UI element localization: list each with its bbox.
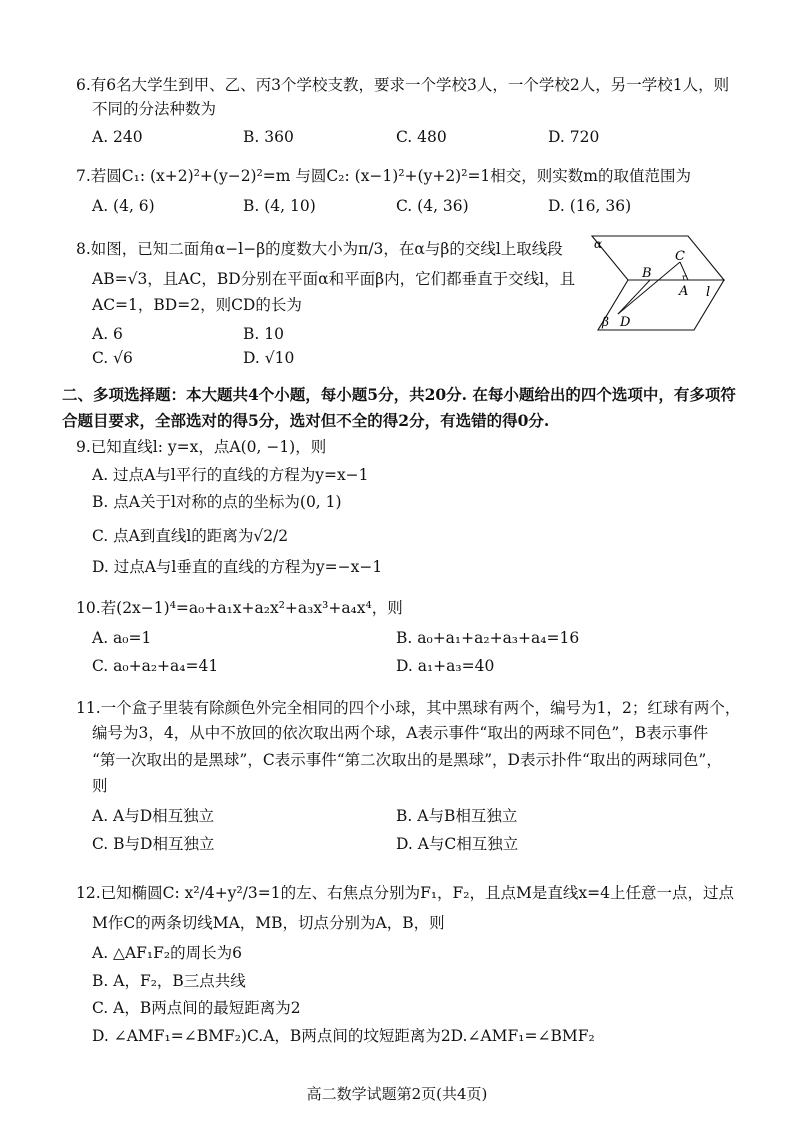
q6-option-c: C. 480: [396, 128, 447, 146]
q8-option-c: C. √6: [92, 349, 133, 367]
q10-option-d: D. a₁+a₃=40: [396, 657, 495, 675]
q10-option-c: C. a₀+a₂+a₄=41: [92, 657, 219, 675]
q7-stem: 7.若圆C₁: (x+2)²+(y−2)²=m 与圆C₂: (x−1)²+(y+2)²=1相交，则实数m的取值范围为: [76, 167, 691, 185]
q8-option-a: A. 6: [92, 325, 123, 343]
q9-option-a: A. 过点A与l平行的直线的方程为y=x−1: [92, 466, 369, 484]
q8-option-b: B. 10: [243, 325, 284, 343]
page-footer: 高二数学试题第2页(共4页): [306, 1085, 488, 1103]
label-b: B: [642, 266, 652, 281]
label-d: D: [620, 315, 631, 330]
label-alpha: α: [594, 237, 603, 251]
q9-option-c: C. 点A到直线l的距离为√2/2: [92, 527, 289, 545]
q11-stem-line1: 11.一个盒子里装有除颜色外完全相同的四个小球，其中黑球有两个，编号为1，2；红球有两个，: [76, 699, 741, 717]
q12-option-c: C. A，B两点间的最短距离为2: [92, 999, 301, 1017]
q6-stem-line1: 6.有6名大学生到甲、乙、丙3个学校支教，要求一个学校3人，一个学校2人，另一学校1人，则: [76, 76, 730, 94]
q12-option-d: D. ∠AMF₁=∠BMF₂)C.A，B两点间的坟短距离为2D.∠AMF₁=∠BMF₂: [92, 1027, 595, 1045]
q10-stem: 10.若(2x−1)⁴=a₀+a₁x+a₂x²+a₃x³+a₄x⁴，则: [76, 599, 403, 617]
q7-option-d: D. (16, 36): [548, 197, 632, 215]
q12-option-b: B. A，F₂，B三点共线: [92, 972, 246, 990]
q8-option-d: D. √10: [243, 349, 295, 367]
segment-bd: [618, 280, 650, 314]
q7-option-c: C. (4, 36): [396, 197, 469, 215]
q11-option-a: A. A与D相互独立: [92, 807, 215, 825]
q11-stem-line2: 编号为3，4，从中不放回的依次取出两个球，A表示事件“取出的两球不同色”，B表示事件: [92, 724, 709, 742]
q11-stem-line4: 则: [92, 777, 108, 795]
q12-stem-line2: M作C的两条切线MA，MB，切点分别为A，B，则: [92, 914, 445, 932]
q8-stem-line2: AB=√3，且AC，BD分别在平面α和平面β内，它们都垂直于交线l，且: [92, 270, 576, 288]
q7-option-b: B. (4, 10): [243, 197, 316, 215]
label-l: l: [706, 285, 711, 300]
q12-option-a: A. △AF₁F₂的周长为6: [92, 944, 242, 962]
label-a: A: [679, 284, 689, 299]
q10-option-b: B. a₀+a₁+a₂+a₃+a₄=16: [396, 629, 580, 647]
q11-option-d: D. A与C相互独立: [396, 835, 519, 853]
section-2-heading-line1: 二、多项选择题：本大题共4个小题，每小题5分，共20分. 在每小题给出的四个选项中，有多项符: [62, 385, 736, 404]
label-c: C: [675, 249, 685, 264]
dihedral-angle-figure: [588, 232, 738, 336]
q8-stem-line3: AC=1，BD=2，则CD的长为: [92, 296, 302, 314]
q6-option-a: A. 240: [92, 128, 143, 146]
q11-option-c: C. B与D相互独立: [92, 835, 215, 853]
q11-option-b: B. A与B相互独立: [396, 807, 518, 825]
q6-option-d: D. 720: [548, 128, 600, 146]
q9-stem: 9.已知直线l: y=x，点A(0, −1)，则: [76, 438, 327, 456]
label-beta: β: [602, 315, 609, 329]
q9-option-d: D. 过点A与l垂直的直线的方程为y=−x−1: [92, 558, 383, 576]
segment-ac: [680, 262, 688, 280]
section-2-heading-line2: 合题目要求，全部选对的得5分，选对但不全的得2分，有选错的得0分.: [62, 411, 550, 430]
q11-stem-line3: “第一次取出的是黑球”，C表示事件“第二次取出的是黑球”，D表示扑件“取出的两球同色”，: [92, 751, 722, 769]
q6-option-b: B. 360: [243, 128, 294, 146]
q6-stem-line2: 不同的分法种数为: [92, 100, 217, 118]
q10-option-a: A. a₀=1: [92, 629, 152, 647]
q8-stem-line1: 8.如图，已知二面角α−l−β的度数大小为π/3，在α与β的交线l上取线段: [76, 240, 563, 258]
q7-option-a: A. (4, 6): [92, 197, 155, 215]
q12-stem-line1: 12.已知椭圆C: x²/4+y²/3=1的左、右焦点分别为F₁，F₂，且点M是直线x=4上任意一点，过点: [76, 884, 734, 902]
q9-option-b: B. 点A关于l对称的点的坐标为(0, 1): [92, 493, 342, 511]
plane-alpha: [592, 236, 724, 280]
